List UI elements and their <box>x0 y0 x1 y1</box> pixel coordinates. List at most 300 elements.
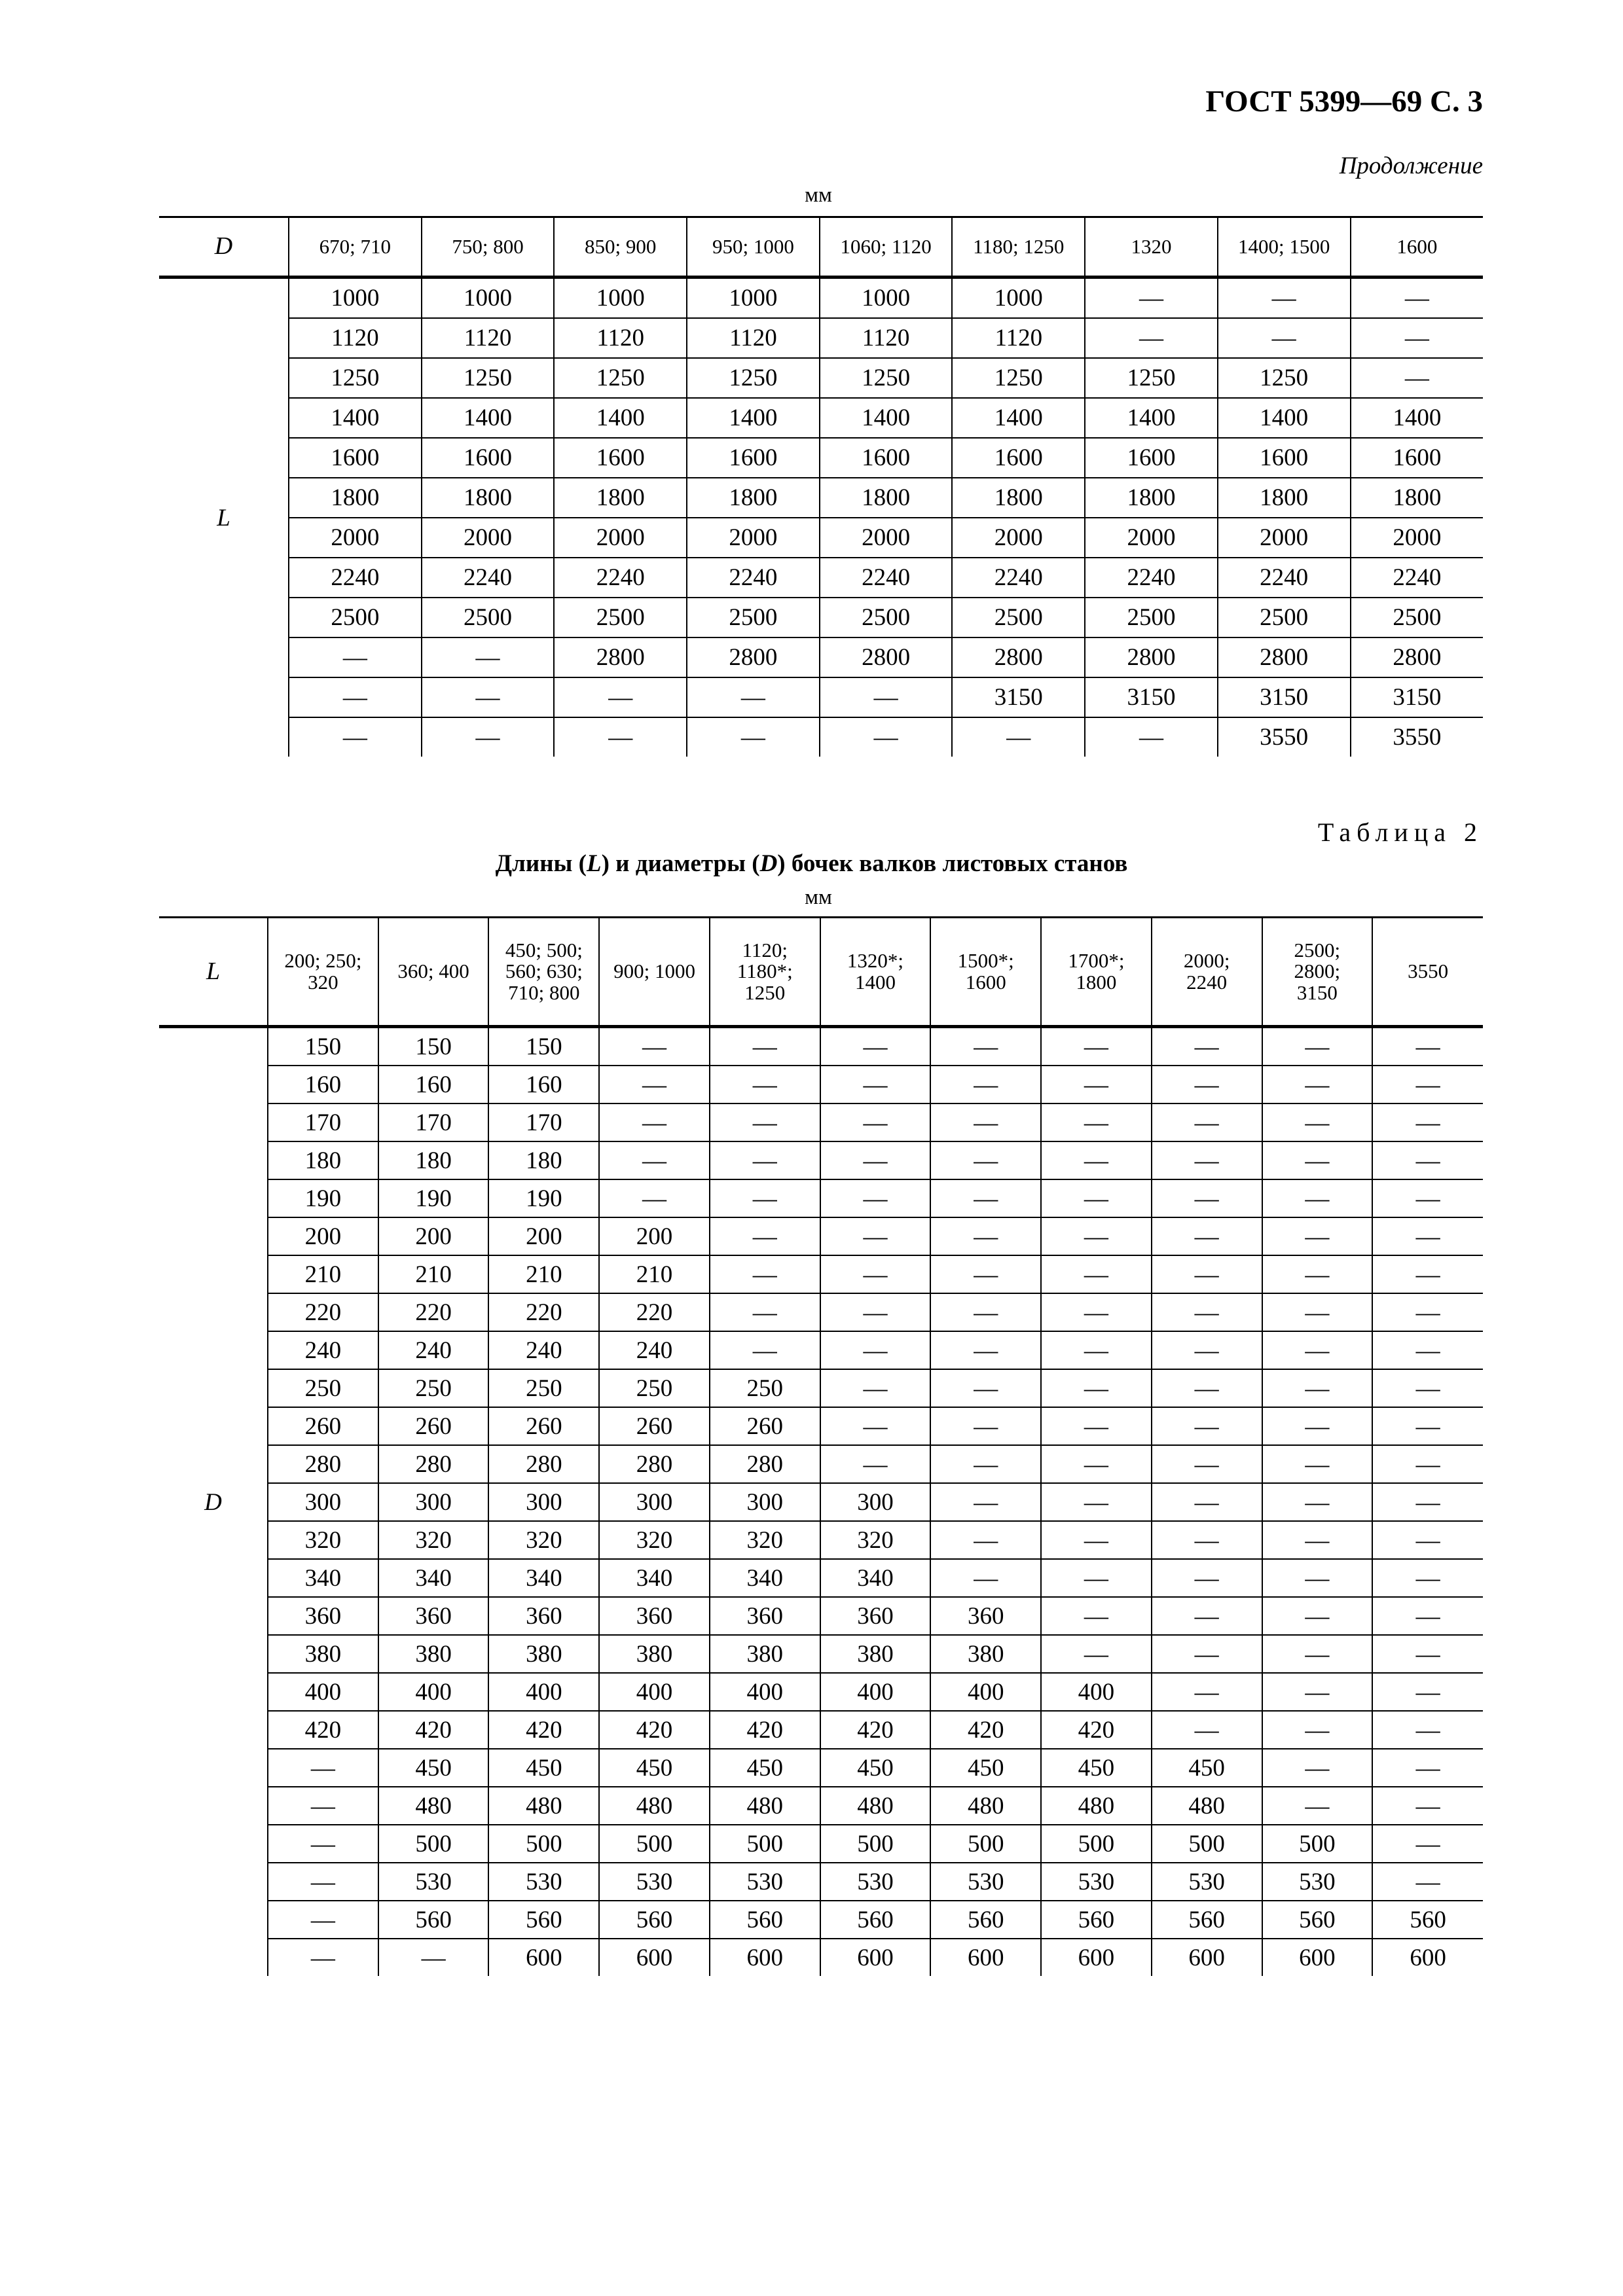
table-cell: — <box>930 1521 1041 1559</box>
table-cell: 2500 <box>422 598 555 637</box>
table-cell: — <box>1372 1217 1483 1255</box>
table-cell: — <box>930 1293 1041 1331</box>
table-cell: 450 <box>599 1749 710 1787</box>
table-cell: 530 <box>599 1863 710 1901</box>
table-cell: 340 <box>268 1559 378 1597</box>
table-cell: — <box>1372 1331 1483 1369</box>
table-cell: 160 <box>268 1066 378 1103</box>
table-cell: — <box>268 1787 378 1825</box>
table-cell: 3150 <box>1351 677 1484 717</box>
table-cell: 150 <box>268 1027 378 1066</box>
table-cell: — <box>289 717 422 757</box>
column-header-line: 1500*; <box>957 948 1014 972</box>
table-cell: 480 <box>1041 1787 1152 1825</box>
table-cell: — <box>1041 1483 1152 1521</box>
table-cell: — <box>1372 1521 1483 1559</box>
table-cell: 420 <box>1041 1711 1152 1749</box>
table-row <box>159 398 1483 438</box>
table-cell: — <box>820 1369 931 1407</box>
table-cell: 380 <box>378 1635 489 1673</box>
table-cell: 2240 <box>422 558 555 598</box>
table-cell: — <box>1041 1521 1152 1559</box>
table-cell: — <box>1372 1483 1483 1521</box>
table-cell: — <box>268 1939 378 1976</box>
table-cell: 1600 <box>820 438 953 478</box>
column-header-line: 1700*; <box>1068 948 1125 972</box>
table1-unit: мм <box>805 183 832 207</box>
table-cell: 2240 <box>289 558 422 598</box>
table-cell: 500 <box>488 1825 599 1863</box>
table-cell: 420 <box>930 1711 1041 1749</box>
table-cell: 600 <box>1041 1939 1152 1976</box>
table-row <box>159 1787 1483 1825</box>
table2 <box>159 916 1483 1976</box>
table-cell: — <box>820 1445 931 1483</box>
table-cell: 170 <box>268 1103 378 1141</box>
table-cell: 200 <box>378 1217 489 1255</box>
table-cell: 200 <box>268 1217 378 1255</box>
table-cell: — <box>820 1293 931 1331</box>
table-cell: — <box>710 1179 820 1217</box>
table-cell: 240 <box>599 1331 710 1369</box>
table-cell: — <box>422 637 555 677</box>
table-cell: — <box>1262 1635 1373 1673</box>
column-header-line: 3150 <box>1296 980 1338 1004</box>
table-cell: 530 <box>820 1863 931 1901</box>
table-cell: — <box>930 1217 1041 1255</box>
table-row <box>159 1597 1483 1635</box>
table-row <box>159 438 1483 478</box>
column-header <box>1085 217 1218 278</box>
table-cell: 530 <box>930 1863 1041 1901</box>
table-cell: 1800 <box>289 478 422 518</box>
table-cell: 1400 <box>820 398 953 438</box>
column-header <box>1372 918 1483 1027</box>
table1 <box>159 216 1483 757</box>
column-header <box>930 918 1041 1027</box>
table-cell: — <box>1351 358 1484 398</box>
table-cell: — <box>1372 1407 1483 1445</box>
table-cell: 320 <box>710 1521 820 1559</box>
table-cell: — <box>1372 1369 1483 1407</box>
table-cell: — <box>710 1141 820 1179</box>
table-row <box>159 1749 1483 1787</box>
table-cell: — <box>1262 1027 1373 1066</box>
table-cell: 560 <box>930 1901 1041 1939</box>
table-cell: 1600 <box>1085 438 1218 478</box>
table-cell: — <box>1262 1066 1373 1103</box>
table-cell: — <box>289 637 422 677</box>
column-header <box>289 217 422 278</box>
table-cell: — <box>1372 1825 1483 1863</box>
table-cell: — <box>599 1179 710 1217</box>
table-cell: — <box>268 1901 378 1939</box>
table-cell: — <box>1041 1217 1152 1255</box>
table-cell: 260 <box>378 1407 489 1445</box>
table-cell: 530 <box>1152 1863 1262 1901</box>
table-cell: 1800 <box>1085 478 1218 518</box>
table-row <box>159 358 1483 398</box>
table-cell: 560 <box>1372 1901 1483 1939</box>
table-row <box>159 1711 1483 1749</box>
table-cell: — <box>1262 1559 1373 1597</box>
table-cell: 3550 <box>1218 717 1351 757</box>
column-header-line: 2800; <box>1294 960 1341 983</box>
table-cell: 500 <box>1262 1825 1373 1863</box>
table-cell: 500 <box>378 1825 489 1863</box>
table-cell: — <box>930 1103 1041 1141</box>
table-cell: 480 <box>930 1787 1041 1825</box>
column-header <box>952 217 1085 278</box>
table-cell: — <box>1262 1369 1373 1407</box>
table-cell: 2500 <box>820 598 953 637</box>
table-cell: — <box>1262 1445 1373 1483</box>
table-cell: — <box>1262 1331 1373 1369</box>
table-cell: 2240 <box>1218 558 1351 598</box>
table-cell: — <box>268 1863 378 1901</box>
table-cell: — <box>1041 1179 1152 1217</box>
table-cell: — <box>930 1027 1041 1066</box>
table-cell: 180 <box>268 1141 378 1179</box>
table-cell: — <box>1372 1559 1483 1597</box>
table-cell: 3550 <box>1351 717 1484 757</box>
table-cell: 1120 <box>289 318 422 358</box>
table-cell: — <box>1152 1407 1262 1445</box>
table-cell: 560 <box>1041 1901 1152 1939</box>
table-cell: — <box>820 1103 931 1141</box>
table-row <box>159 1293 1483 1331</box>
table-cell: 1400 <box>1085 398 1218 438</box>
table-cell: — <box>1152 1179 1262 1217</box>
table-cell: 1000 <box>952 278 1085 319</box>
table-cell: — <box>930 1331 1041 1369</box>
table-cell: — <box>1262 1521 1373 1559</box>
table-cell: 1600 <box>687 438 820 478</box>
table-cell: 380 <box>710 1635 820 1673</box>
table-cell: 2800 <box>952 637 1085 677</box>
table-cell: — <box>1372 1787 1483 1825</box>
table-cell: 2000 <box>1085 518 1218 558</box>
table-cell: 220 <box>268 1293 378 1331</box>
table-cell: 480 <box>820 1787 931 1825</box>
table-cell: — <box>1351 278 1484 319</box>
table-cell: 2500 <box>1351 598 1484 637</box>
table-row <box>159 1407 1483 1445</box>
table-cell: 160 <box>378 1066 489 1103</box>
table-cell: 250 <box>710 1369 820 1407</box>
column-header-line: 1320*; <box>847 948 904 972</box>
table-cell: 240 <box>378 1331 489 1369</box>
table-cell: 210 <box>599 1255 710 1293</box>
column-header <box>599 918 710 1027</box>
column-header <box>378 918 489 1027</box>
table-cell: 340 <box>378 1559 489 1597</box>
table-cell: 250 <box>268 1369 378 1407</box>
table-cell: 1600 <box>554 438 687 478</box>
table-cell: 150 <box>488 1027 599 1066</box>
title-part: Длины ( <box>495 850 587 877</box>
table-cell: — <box>930 1066 1041 1103</box>
table-cell: 210 <box>378 1255 489 1293</box>
table2-body <box>159 1027 1483 1977</box>
table-cell: — <box>1262 1141 1373 1179</box>
table-cell: — <box>268 1825 378 1863</box>
column-header-line: 670; 710 <box>319 234 392 258</box>
table-cell: 2500 <box>554 598 687 637</box>
column-header-line: 1180*; <box>737 960 793 983</box>
table-cell: 340 <box>488 1559 599 1597</box>
table-cell: 500 <box>710 1825 820 1863</box>
title-part: ) и диаметры ( <box>601 850 760 877</box>
column-header-line: 320 <box>308 970 338 994</box>
column-header <box>1262 918 1373 1027</box>
table-cell: 1800 <box>952 478 1085 518</box>
table-cell: 400 <box>268 1673 378 1711</box>
table-row <box>159 1027 1483 1066</box>
table-cell: — <box>422 717 555 757</box>
table-row <box>159 1179 1483 1217</box>
table-cell: 600 <box>1152 1939 1262 1976</box>
table-cell: — <box>378 1939 489 1976</box>
table-row <box>159 1635 1483 1673</box>
table-cell: 2000 <box>1351 518 1484 558</box>
table2-unit: мм <box>805 886 832 909</box>
column-header-line: 2240 <box>1186 970 1228 994</box>
table-cell: 180 <box>488 1141 599 1179</box>
table-cell: 1250 <box>1218 358 1351 398</box>
table-cell: 2500 <box>1085 598 1218 637</box>
table-cell: 1120 <box>952 318 1085 358</box>
table-cell: 480 <box>710 1787 820 1825</box>
table-cell: — <box>422 677 555 717</box>
column-header <box>1152 918 1262 1027</box>
table-cell: 1250 <box>289 358 422 398</box>
table-cell: — <box>1372 1066 1483 1103</box>
table-cell: — <box>1041 1597 1152 1635</box>
table-cell: — <box>1085 717 1218 757</box>
table-cell: 340 <box>710 1559 820 1597</box>
table1-header-row <box>159 217 1483 278</box>
table-cell: 450 <box>1041 1749 1152 1787</box>
table-row <box>159 1369 1483 1407</box>
column-header-line: 1250 <box>744 980 786 1004</box>
table-cell: 260 <box>268 1407 378 1445</box>
table-cell: 1600 <box>1351 438 1484 478</box>
table-cell: — <box>1372 1255 1483 1293</box>
table-row <box>159 717 1483 757</box>
table-cell: — <box>1351 318 1484 358</box>
table-cell: 560 <box>1262 1901 1373 1939</box>
table-cell: — <box>1152 1521 1262 1559</box>
table-cell: 2800 <box>554 637 687 677</box>
table-cell: 180 <box>378 1141 489 1179</box>
table-cell: — <box>1262 1179 1373 1217</box>
table-cell: — <box>1372 1179 1483 1217</box>
table-cell: — <box>930 1483 1041 1521</box>
table-cell: — <box>1152 1559 1262 1597</box>
table-cell: — <box>289 677 422 717</box>
table-cell: — <box>1152 1673 1262 1711</box>
table-cell: 450 <box>710 1749 820 1787</box>
table-cell: 420 <box>268 1711 378 1749</box>
table-cell: — <box>1372 1445 1483 1483</box>
table-cell: — <box>1372 1863 1483 1901</box>
table-cell: 2500 <box>289 598 422 637</box>
table-cell: 530 <box>710 1863 820 1901</box>
table-cell: — <box>268 1749 378 1787</box>
table-cell: — <box>554 717 687 757</box>
table-cell: 1800 <box>554 478 687 518</box>
table-cell: — <box>930 1559 1041 1597</box>
table-cell: 320 <box>268 1521 378 1559</box>
table-cell: 560 <box>1152 1901 1262 1939</box>
table-cell: 260 <box>599 1407 710 1445</box>
table-cell: 2500 <box>687 598 820 637</box>
table-cell: 600 <box>599 1939 710 1976</box>
table-row <box>159 677 1483 717</box>
table-cell: 2240 <box>554 558 687 598</box>
table-cell: 1400 <box>289 398 422 438</box>
table-cell: 2800 <box>1351 637 1484 677</box>
table-cell: 250 <box>488 1369 599 1407</box>
table-cell: 380 <box>930 1635 1041 1673</box>
table-cell: 1250 <box>820 358 953 398</box>
table-cell: 2500 <box>1218 598 1351 637</box>
column-header-line: 950; 1000 <box>712 234 794 258</box>
table-cell: 340 <box>820 1559 931 1597</box>
table-cell: 360 <box>710 1597 820 1635</box>
table-cell: — <box>1152 1255 1262 1293</box>
table-cell: 560 <box>488 1901 599 1939</box>
table-cell: 420 <box>488 1711 599 1749</box>
table-cell: — <box>1152 1217 1262 1255</box>
column-header <box>268 918 378 1027</box>
column-header-line: 900; 1000 <box>613 960 695 983</box>
table-row <box>159 1255 1483 1293</box>
table-cell: 400 <box>710 1673 820 1711</box>
table-row <box>159 1217 1483 1255</box>
table-cell: — <box>1262 1597 1373 1635</box>
table-cell: 400 <box>930 1673 1041 1711</box>
table-cell: 170 <box>378 1103 489 1141</box>
column-header-line: 750; 800 <box>452 234 524 258</box>
column-header-line: 560; 630; <box>505 960 583 983</box>
table-cell: 320 <box>599 1521 710 1559</box>
table-cell: 2000 <box>820 518 953 558</box>
table-cell: — <box>820 1141 931 1179</box>
table-cell: 1600 <box>422 438 555 478</box>
table-cell: — <box>1041 1331 1152 1369</box>
table-cell: 3150 <box>1085 677 1218 717</box>
table-cell: 300 <box>488 1483 599 1521</box>
table-cell: — <box>1372 1673 1483 1711</box>
column-header-line: 2000; <box>1183 948 1230 972</box>
table-cell: 1120 <box>422 318 555 358</box>
table-cell: 1000 <box>687 278 820 319</box>
table-cell: 2000 <box>289 518 422 558</box>
table-cell: 3150 <box>1218 677 1351 717</box>
table-row <box>159 637 1483 677</box>
table-cell: 1800 <box>820 478 953 518</box>
table-cell: 220 <box>599 1293 710 1331</box>
table-cell: — <box>1372 1711 1483 1749</box>
table-cell: — <box>1262 1103 1373 1141</box>
table-cell: 600 <box>930 1939 1041 1976</box>
table-cell: — <box>820 1331 931 1369</box>
table-cell: 450 <box>930 1749 1041 1787</box>
table-cell: 1000 <box>422 278 555 319</box>
table-cell: 240 <box>268 1331 378 1369</box>
table-cell: — <box>820 1066 931 1103</box>
table-cell: 1000 <box>554 278 687 319</box>
table-cell: 380 <box>820 1635 931 1673</box>
table-cell: — <box>1262 1711 1373 1749</box>
table-cell: 2240 <box>1085 558 1218 598</box>
column-header-line: 1120; <box>742 938 788 961</box>
table-row <box>159 1939 1483 1976</box>
table-cell: 1250 <box>952 358 1085 398</box>
table-cell: — <box>1041 1407 1152 1445</box>
table-cell: — <box>1372 1293 1483 1331</box>
table-cell: 3150 <box>952 677 1085 717</box>
table2-label: Таблица 2 <box>1317 817 1483 847</box>
page-header: ГОСТ 5399—69 С. 3 <box>1205 84 1483 118</box>
table-cell: — <box>1152 1103 1262 1141</box>
column-header-line: 710; 800 <box>508 980 580 1004</box>
table-cell: 560 <box>820 1901 931 1939</box>
column-header-line: 850; 900 <box>585 234 657 258</box>
table-cell: — <box>1152 1711 1262 1749</box>
table-cell: 500 <box>1041 1825 1152 1863</box>
title-part-italic: L <box>586 850 602 877</box>
table-cell: 420 <box>378 1711 489 1749</box>
table-cell: — <box>554 677 687 717</box>
table-cell: 2000 <box>952 518 1085 558</box>
table-cell: 400 <box>378 1673 489 1711</box>
table-cell: — <box>1218 278 1351 319</box>
column-header-line: 1400 <box>854 970 896 994</box>
table-cell: — <box>1152 1066 1262 1103</box>
table-cell: 1250 <box>422 358 555 398</box>
table-cell: — <box>710 1103 820 1141</box>
table-cell: 1600 <box>289 438 422 478</box>
table2-title <box>0 850 1623 878</box>
table-cell: — <box>710 1293 820 1331</box>
column-header <box>554 217 687 278</box>
table-cell: 560 <box>710 1901 820 1939</box>
table-cell: 1250 <box>687 358 820 398</box>
table-cell: — <box>820 717 953 757</box>
table-row <box>159 1863 1483 1901</box>
table-cell: — <box>1041 1445 1152 1483</box>
table-cell: 1400 <box>687 398 820 438</box>
table-cell: 340 <box>599 1559 710 1597</box>
table-cell: 300 <box>268 1483 378 1521</box>
table-cell: — <box>1262 1749 1373 1787</box>
table-cell: — <box>930 1445 1041 1483</box>
side-label: D <box>159 1027 268 1977</box>
table-cell: 500 <box>820 1825 931 1863</box>
table-cell: — <box>1262 1483 1373 1521</box>
table-cell: — <box>710 1331 820 1369</box>
table-cell: 200 <box>488 1217 599 1255</box>
table-cell: — <box>1152 1445 1262 1483</box>
table-cell: 2500 <box>952 598 1085 637</box>
table-cell: 300 <box>820 1483 931 1521</box>
table-cell: — <box>1152 1141 1262 1179</box>
table-cell: 400 <box>488 1673 599 1711</box>
table-cell: 360 <box>378 1597 489 1635</box>
